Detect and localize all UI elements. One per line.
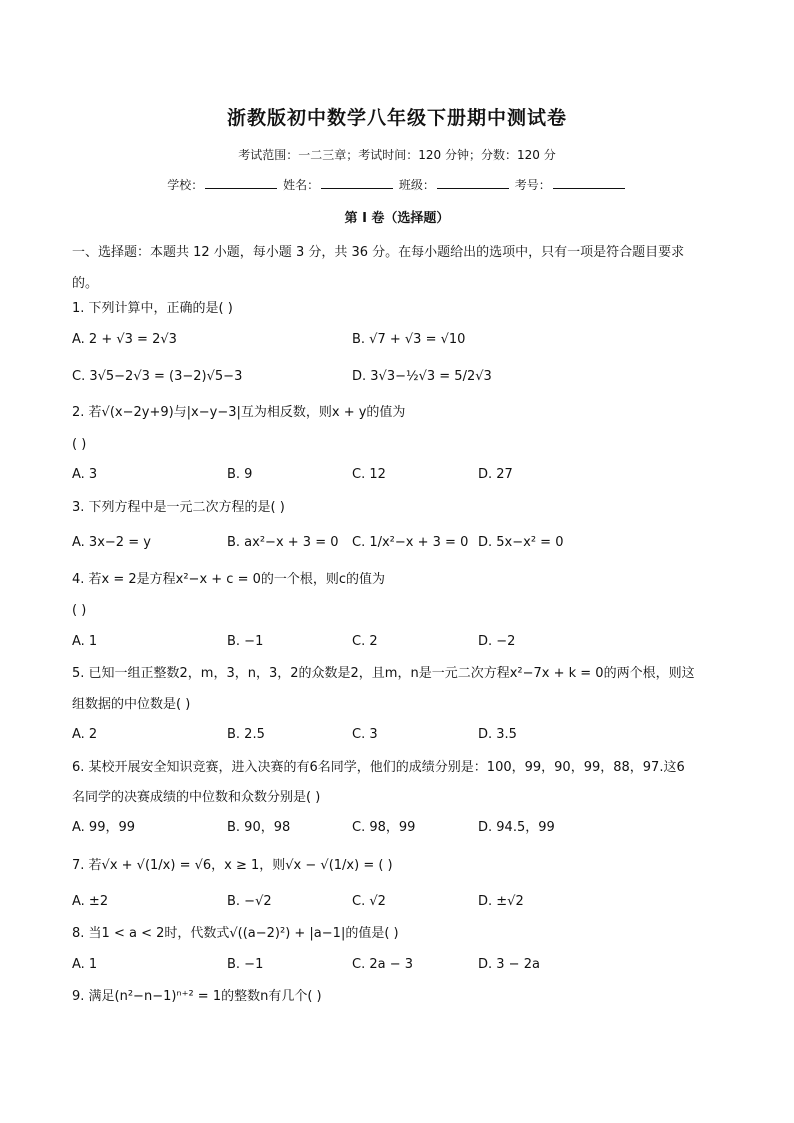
question-1-option-a[interactable]: A. 2 + √3 = 2√3 (72, 332, 177, 347)
question-5-option-d[interactable]: D. 3.5 (478, 727, 517, 742)
question-8-option-c[interactable]: C. 2a − 3 (352, 957, 414, 972)
question-2-option-b[interactable]: B. 9 (227, 467, 253, 482)
question-5-stem: 5. 已知一组正整数2，m，3，n，3，2的众数是2，且m，n是一元二次方程x²−7x + k = 0的两个根，则这 (72, 666, 695, 681)
field-school-blank[interactable] (205, 176, 277, 189)
question-5-option-c[interactable]: C. 3 (352, 727, 378, 742)
question-4-stem-cont: ( ) (72, 603, 87, 618)
question-8-stem: 8. 当1 < a < 2时，代数式√((a−2)²) + |a−1|的值是( ) (72, 926, 399, 941)
question-4-option-d[interactable]: D. −2 (478, 634, 516, 649)
student-info-fields (0, 176, 794, 193)
question-7-option-a[interactable]: A. ±2 (72, 894, 109, 909)
section-title: 第 I 卷（选择题） (344, 211, 450, 226)
question-1-option-d[interactable]: D. 3√3−½√3 = 5/2√3 (352, 369, 492, 384)
question-6-stem-cont: 名同学的决赛成绩的中位数和众数分别是( ) (72, 790, 321, 805)
question-4-options (72, 631, 732, 653)
question-4-option-b[interactable]: B. −1 (227, 634, 264, 649)
field-class-label: 班级： (398, 178, 435, 192)
question-7-option-c[interactable]: C. √2 (352, 894, 386, 909)
field-school-label: 学校： (167, 178, 204, 192)
question-4-option-c[interactable]: C. 2 (352, 634, 378, 649)
question-7-options (72, 891, 732, 913)
question-3-stem: 3. 下列方程中是一元二次方程的是( ) (72, 500, 285, 515)
question-6-option-a[interactable]: A. 99，99 (72, 820, 136, 835)
exam-range-line: 考试范围：一二三章；考试时间：120 分钟；分数：120 分 (238, 148, 556, 162)
question-5-option-a[interactable]: A. 2 (72, 727, 98, 742)
question-7-stem: 7. 若√x + √(1/x) = √6，x ≥ 1，则√x − √(1/x) = ( ) (72, 858, 393, 873)
question-5-stem-cont: 组数据的中位数是( ) (72, 697, 191, 712)
question-2-option-a[interactable]: A. 3 (72, 467, 98, 482)
field-name-blank[interactable] (321, 176, 393, 189)
question-4-stem: 4. 若x = 2是方程x²−x + c = 0的一个根，则c的值为 (72, 572, 386, 587)
question-1-option-c[interactable]: C. 3√5−2√3 = (3−2)√5−3 (72, 369, 243, 384)
question-2-stem-cont: ( ) (72, 437, 87, 452)
field-name-label: 姓名： (283, 178, 320, 192)
question-8-options (72, 954, 732, 976)
question-1-options-row-1 (72, 329, 732, 351)
field-number-blank[interactable] (553, 176, 625, 189)
instruction-line-1: 一、选择题：本题共 12 小题，每小题 3 分，共 36 分。在每小题给出的选项中，只有一项是符合题目要求 (72, 245, 685, 260)
question-1-options-row-2 (72, 366, 732, 388)
question-1-stem: 1. 下列计算中，正确的是( ) (72, 301, 233, 316)
question-9-stem: 9. 满足(n²−n−1)ⁿ⁺² = 1的整数n有几个( ) (72, 989, 322, 1004)
question-4-option-a[interactable]: A. 1 (72, 634, 98, 649)
question-8-option-d[interactable]: D. 3 − 2a (478, 957, 540, 972)
question-3-option-d[interactable]: D. 5x−x² = 0 (478, 535, 564, 550)
question-8-option-a[interactable]: A. 1 (72, 957, 98, 972)
question-6-stem: 6. 某校开展安全知识竞赛，进入决赛的有6名同学，他们的成绩分别是：100，99，90，99，88，97.这6 (72, 760, 685, 775)
section-instruction (72, 237, 732, 299)
question-5-option-b[interactable]: B. 2.5 (227, 727, 265, 742)
question-3-option-b[interactable]: B. ax²−x + 3 = 0 (227, 535, 339, 550)
question-8-option-b[interactable]: B. −1 (227, 957, 264, 972)
question-6-option-b[interactable]: B. 90，98 (227, 820, 291, 835)
instruction-line-2: 的。 (72, 276, 99, 291)
question-6-option-c[interactable]: C. 98，99 (352, 820, 416, 835)
field-number-label: 考号： (514, 178, 551, 192)
question-2-stem: 2. 若√(x−2y+9)与|x−y−3|互为相反数，则x + y的值为 (72, 405, 406, 420)
question-6-option-d[interactable]: D. 94.5，99 (478, 820, 555, 835)
question-3-option-a[interactable]: A. 3x−2 = y (72, 535, 151, 550)
question-7-option-b[interactable]: B. −√2 (227, 894, 272, 909)
question-2-options (72, 464, 732, 486)
exam-title: 浙教版初中数学八年级下册期中测试卷 (226, 107, 567, 129)
question-1-option-b[interactable]: B. √7 + √3 = √10 (352, 332, 466, 347)
question-3-option-c[interactable]: C. 1/x²−x + 3 = 0 (352, 535, 469, 550)
question-2-option-c[interactable]: C. 12 (352, 467, 386, 482)
question-7-option-d[interactable]: D. ±√2 (478, 894, 524, 909)
question-6-options (72, 817, 732, 839)
question-5-options (72, 724, 732, 746)
question-2-option-d[interactable]: D. 27 (478, 467, 513, 482)
question-3-options (72, 532, 732, 554)
field-class-blank[interactable] (437, 176, 509, 189)
